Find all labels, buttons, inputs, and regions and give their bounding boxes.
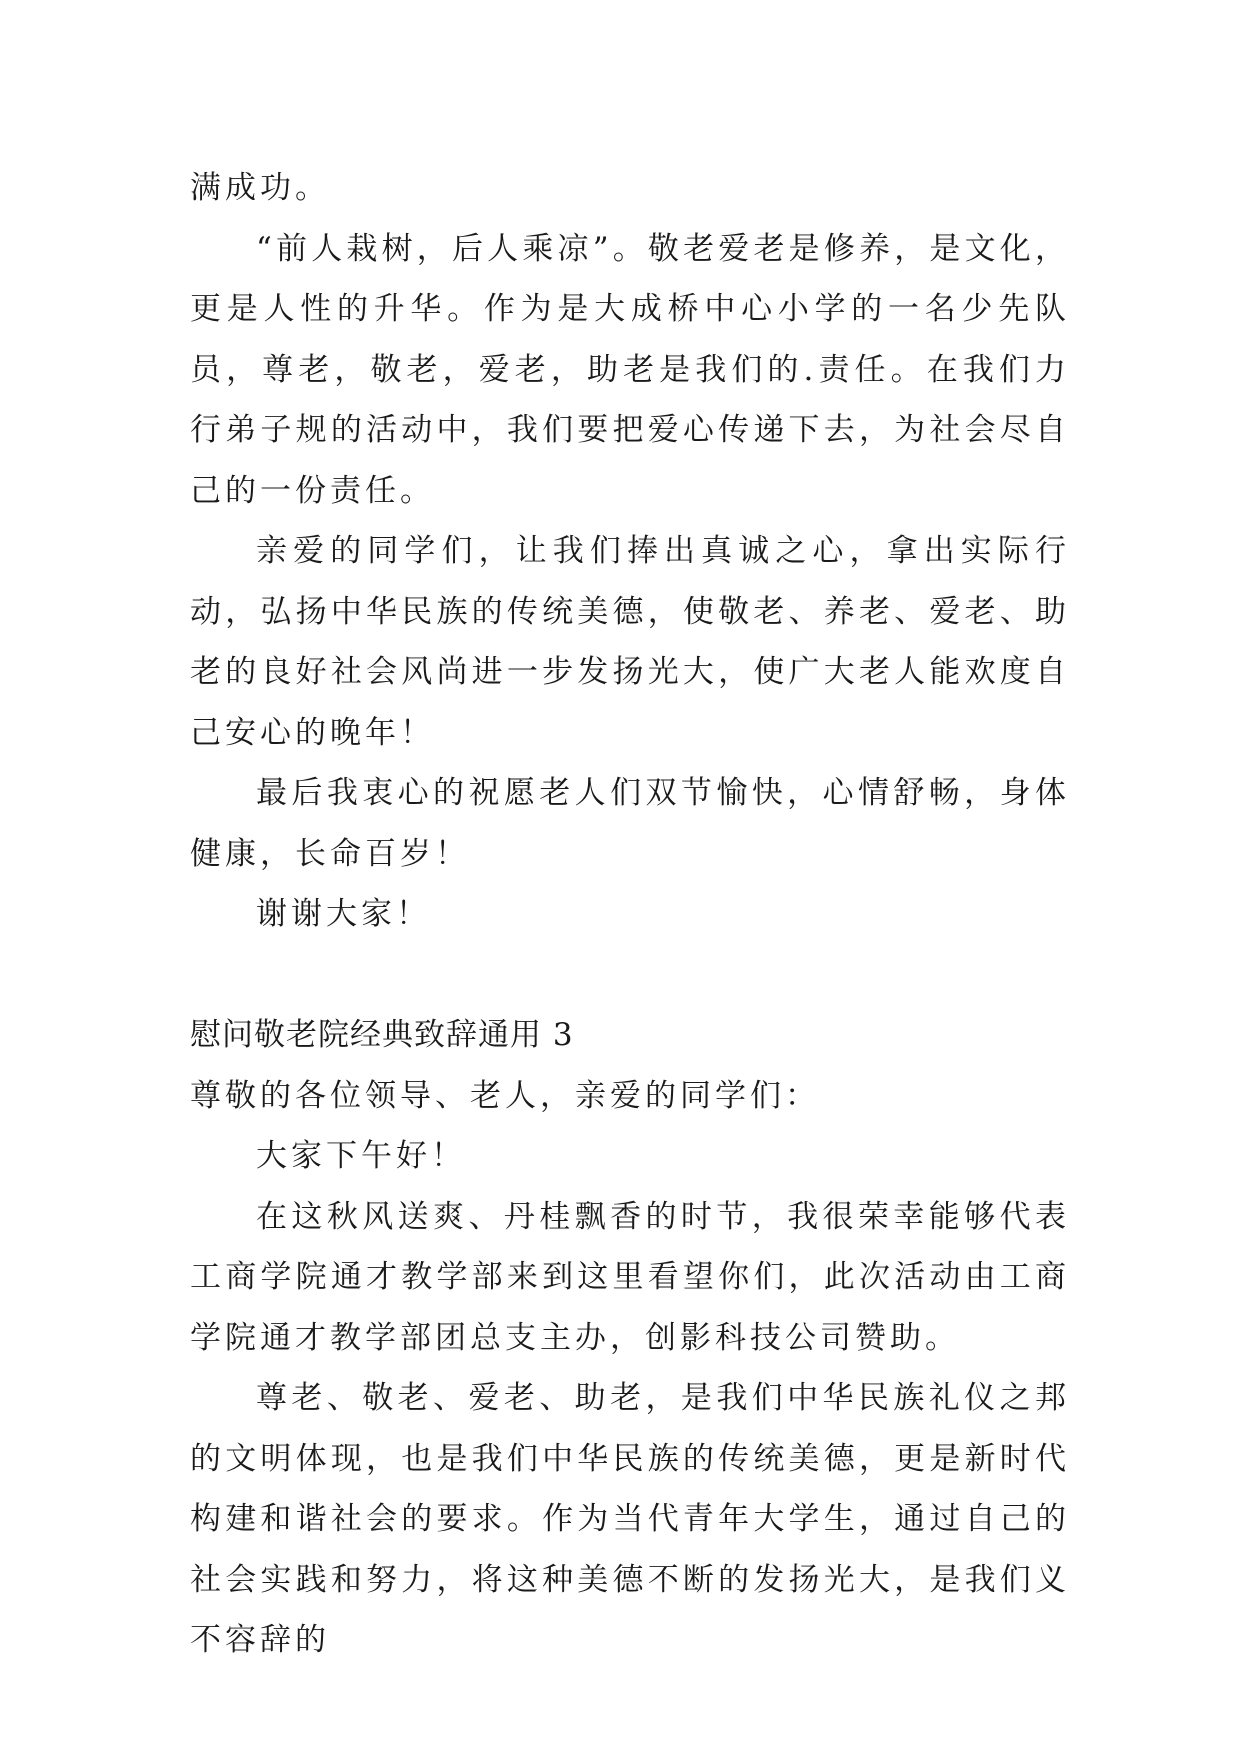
section-title: 慰问敬老院经典致辞通用 3 bbox=[190, 1017, 574, 1053]
paragraph-greeting: 大家下午好！ bbox=[256, 1138, 466, 1174]
document-body bbox=[190, 158, 1070, 1671]
section-gap bbox=[190, 945, 1070, 1006]
paragraph-thanks: 谢谢大家！ bbox=[256, 896, 431, 932]
paragraph-dear-students: 亲爱的同学们，让我们捧出真诚之心，拿出实际行动，弘扬中华民族的传统美德，使敬老、养老、爱老、助老的良好社会风尚进一步发扬光大，使广大老人能欢度自己安心的晚年！ bbox=[190, 533, 1070, 751]
paragraph-autumn-visit: 在这秋风送爽、丹桂飘香的时节，我很荣幸能够代表工商学院通才教学部来到这里看望你们，此次活动由工商学院通才教学部团总支主办，创影科技公司赞助。 bbox=[190, 1198, 1070, 1356]
salutation: 尊敬的各位领导、老人，亲爱的同学们： bbox=[190, 1077, 820, 1114]
paragraph-wishes: 最后我衷心的祝愿老人们双节愉快，心情舒畅，身体健康，长命百岁！ bbox=[190, 775, 1070, 872]
paragraph-planting-trees: “前人栽树，后人乘凉”。敬老爱老是修养，是文化，更是人性的升华。作为是大成桥中心小学的一名少先队员，尊老，敬老，爱老，助老是我们的.责任。在我们力行弟子规的活动中，我们要把爱心传递下去，为社会尽自己的一份责任。 bbox=[190, 230, 1070, 509]
continuation-line: 满成功。 bbox=[190, 170, 330, 206]
paragraph-respect-elders: 尊老、敬老、爱老、助老，是我们中华民族礼仪之邦的文明体现，也是我们中华民族的传统美德，更是新时代构建和谐社会的要求。作为当代青年大学生，通过自己的社会实践和努力，将这种美德不断的发扬光大，是我们义不容辞的 bbox=[190, 1380, 1070, 1658]
